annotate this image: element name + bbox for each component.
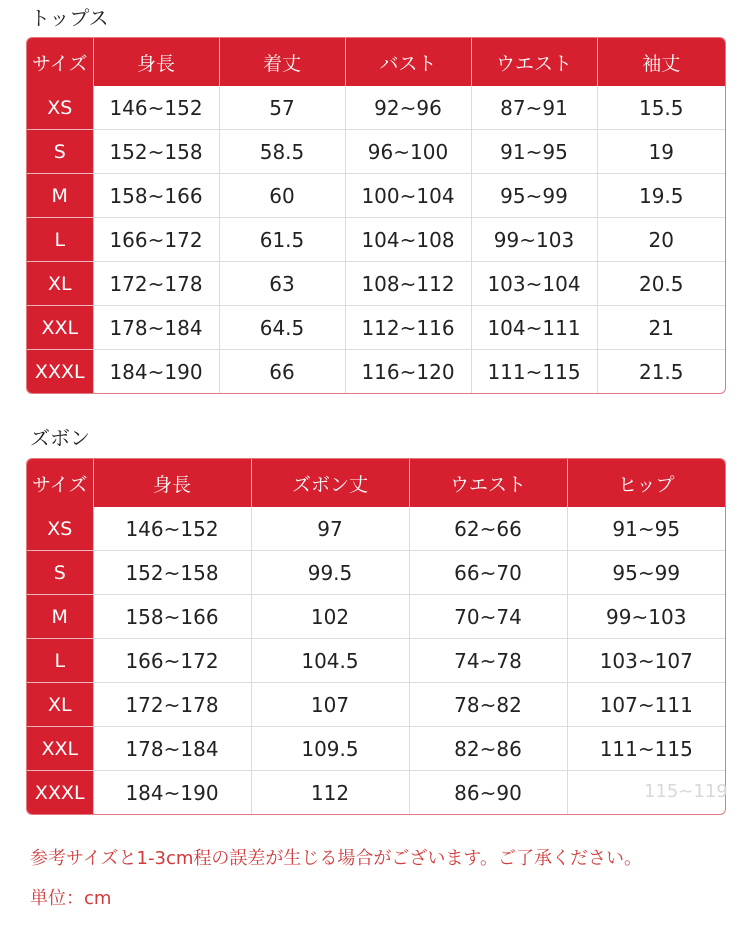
- tops-table: [27, 38, 725, 393]
- pants-size-table: [26, 458, 726, 815]
- table-cell: 60: [219, 174, 345, 218]
- table-cell: 111~115: [471, 350, 597, 394]
- table-row: [27, 218, 725, 262]
- size-label: M: [27, 174, 93, 218]
- table-cell: 104~108: [345, 218, 471, 262]
- table-row: [27, 306, 725, 350]
- size-label: XXXL: [27, 771, 93, 815]
- size-label: XXXL: [27, 350, 93, 394]
- table-cell: 91~95: [567, 507, 725, 551]
- table-row: [27, 639, 725, 683]
- table-cell: 96~100: [345, 130, 471, 174]
- size-label: L: [27, 218, 93, 262]
- tops-header-cell: 着丈: [219, 38, 345, 86]
- table-cell: 62~66: [409, 507, 567, 551]
- table-cell: 116~120: [345, 350, 471, 394]
- size-label: S: [27, 551, 93, 595]
- pants-table: [27, 459, 725, 814]
- table-cell: 95~99: [471, 174, 597, 218]
- tops-header-cell: ウエスト: [471, 38, 597, 86]
- table-cell: 15.5: [597, 86, 725, 130]
- tops-size-table: [26, 37, 726, 394]
- tops-title: トップス: [30, 6, 109, 30]
- pants-header-cell: 身長: [93, 459, 251, 507]
- table-cell: 92~96: [345, 86, 471, 130]
- table-cell: 19.5: [597, 174, 725, 218]
- table-cell: 20.5: [597, 262, 725, 306]
- table-cell: 107: [251, 683, 409, 727]
- table-cell: 178~184: [93, 306, 219, 350]
- table-cell: 152~158: [93, 130, 219, 174]
- table-cell: 184~190: [93, 350, 219, 394]
- size-label: S: [27, 130, 93, 174]
- table-cell: 21.5: [638, 359, 684, 384]
- table-cell: 146~152: [93, 86, 219, 130]
- table-cell: 112: [251, 771, 409, 815]
- table-cell: 109.5: [251, 727, 409, 771]
- table-cell: 58.5: [219, 130, 345, 174]
- table-cell: 21: [597, 306, 725, 350]
- table-cell: 158~166: [93, 174, 219, 218]
- size-label: M: [27, 595, 93, 639]
- table-cell: 111~115: [567, 727, 725, 771]
- table-cell: 61.5: [219, 218, 345, 262]
- table-cell: 20: [597, 218, 725, 262]
- table-cell: 64.5: [219, 306, 345, 350]
- table-row: [27, 595, 725, 639]
- tops-header-row: [27, 38, 725, 86]
- table-cell: 70~74: [409, 595, 567, 639]
- pants-header-cell: ウエスト: [409, 459, 567, 507]
- size-label: L: [27, 639, 93, 683]
- table-cell: 103~107: [567, 639, 725, 683]
- table-row: [27, 262, 725, 306]
- table-row: [27, 130, 725, 174]
- pants-title: ズボン: [30, 426, 90, 450]
- table-cell: 178~184: [93, 727, 251, 771]
- table-cell: 86~90: [409, 771, 567, 815]
- table-row: [27, 350, 725, 394]
- table-cell: 104.5: [251, 639, 409, 683]
- table-cell: 66: [219, 350, 345, 394]
- table-cell: 166~172: [93, 218, 219, 262]
- table-cell: 63: [219, 262, 345, 306]
- tops-header-cell: サイズ: [27, 38, 93, 86]
- table-row: [27, 174, 725, 218]
- size-label: XL: [27, 262, 93, 306]
- size-label: XS: [27, 86, 93, 130]
- pants-header-cell: ヒップ: [567, 459, 725, 507]
- table-cell: 107~111: [567, 683, 725, 727]
- table-cell: 78~82: [409, 683, 567, 727]
- pants-header-row: [27, 459, 725, 507]
- pants-header-cell: サイズ: [27, 459, 93, 507]
- table-cell: 99~103: [471, 218, 597, 262]
- table-row: [27, 771, 725, 815]
- table-cell: 87~91: [471, 86, 597, 130]
- tops-header-cell: 身長: [93, 38, 219, 86]
- table-cell: 158~166: [93, 595, 251, 639]
- table-row: [27, 86, 725, 130]
- tops-header-cell: 袖丈: [597, 38, 725, 86]
- table-row: [27, 683, 725, 727]
- table-cell: 74~78: [409, 639, 567, 683]
- size-label: XXL: [27, 727, 93, 771]
- table-cell: 82~86: [409, 727, 567, 771]
- pants-overflow-value: 115~119: [644, 781, 728, 802]
- table-cell: 172~178: [93, 683, 251, 727]
- table-cell: 146~152: [93, 507, 251, 551]
- table-cell: 108~112: [345, 262, 471, 306]
- table-cell: 57: [219, 86, 345, 130]
- table-cell: 99~103: [567, 595, 725, 639]
- table-cell: 66~70: [409, 551, 567, 595]
- table-cell: 152~158: [93, 551, 251, 595]
- size-note: 参考サイズと1-3cm程の誤差が生じる場合がございます。ご了承ください。: [30, 848, 642, 869]
- table-row: [27, 507, 725, 551]
- table-row: [27, 727, 725, 771]
- table-cell: 100~104: [345, 174, 471, 218]
- size-label: XL: [27, 683, 93, 727]
- table-cell: 102: [251, 595, 409, 639]
- table-cell: 19: [597, 130, 725, 174]
- pants-header-cell: ズボン丈: [251, 459, 409, 507]
- tops-header-cell: バスト: [345, 38, 471, 86]
- table-cell: 95~99: [567, 551, 725, 595]
- table-cell: 91~95: [471, 130, 597, 174]
- size-label: XXL: [27, 306, 93, 350]
- size-label: XS: [27, 507, 93, 551]
- table-cell: 112~116: [345, 306, 471, 350]
- table-cell: 103~104: [471, 262, 597, 306]
- unit-label: 単位：cm: [30, 888, 112, 909]
- table-cell: 166~172: [93, 639, 251, 683]
- table-row: [27, 551, 725, 595]
- table-cell: 184~190: [93, 771, 251, 815]
- table-cell: 172~178: [93, 262, 219, 306]
- table-cell: 104~111: [471, 306, 597, 350]
- table-cell: 99.5: [251, 551, 409, 595]
- table-cell: 97: [251, 507, 409, 551]
